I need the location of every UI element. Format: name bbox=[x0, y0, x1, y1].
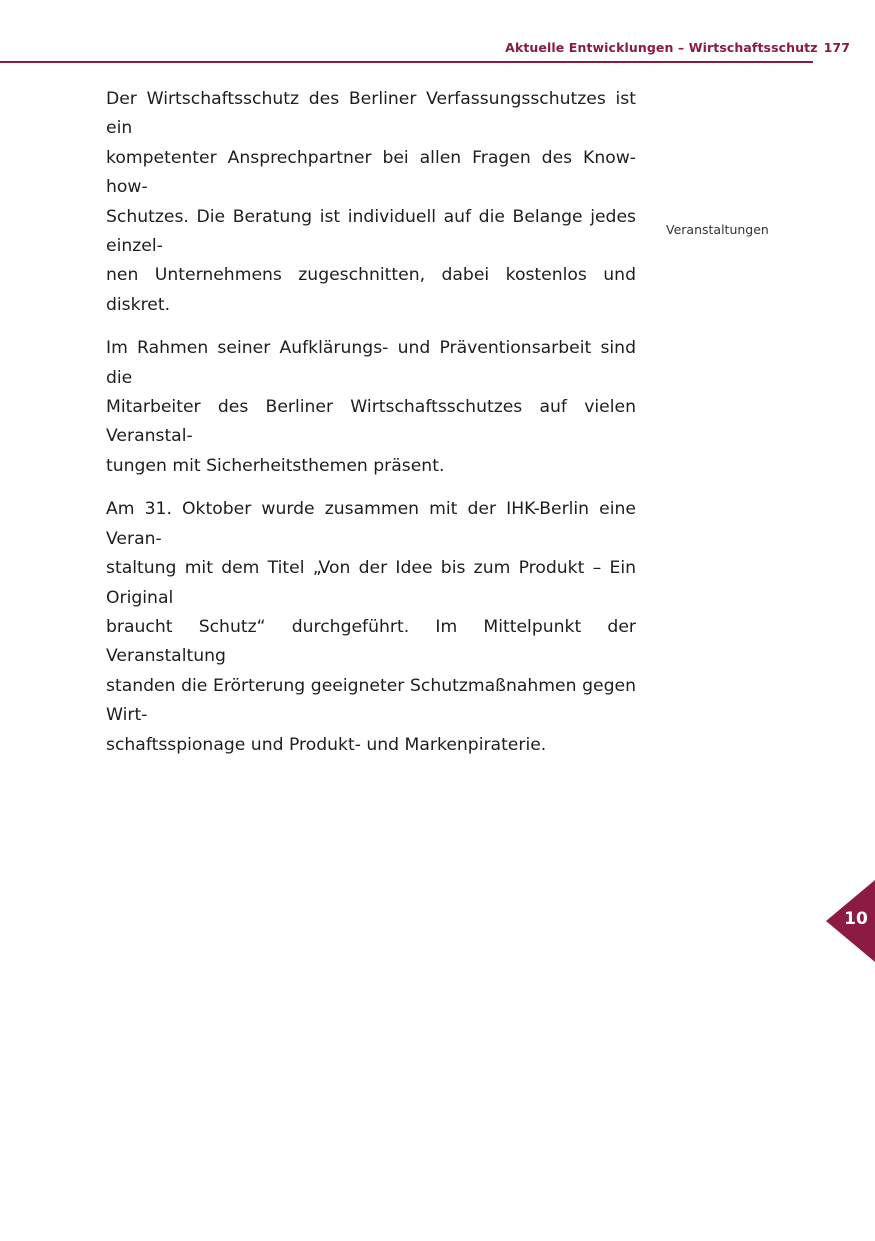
text-line: Mitarbeiter des Berliner Wirtschaftsschutzes auf vielen Veranstal- bbox=[106, 397, 636, 447]
text-line: staltung mit dem Titel „Von der Idee bis zum Produkt – Ein Original bbox=[106, 558, 636, 608]
text-line: Im Rahmen seiner Aufklärungs- und Präventionsarbeit sind die bbox=[106, 338, 636, 388]
text-line: Am 31. Oktober wurde zusammen mit der IHK-Berlin eine Veran- bbox=[106, 499, 636, 549]
header-rule bbox=[0, 61, 813, 63]
text-line: standen die Erörterung geeigneter Schutzmaßnahmen gegen Wirt- bbox=[106, 675, 636, 726]
text-line: nen Unternehmens zugeschnitten, dabei kostenlos und diskret. bbox=[106, 265, 636, 315]
text-line: Schutzes. Die Beratung ist individuell auf die Belange jedes einzel- bbox=[106, 206, 636, 257]
paragraph-know-how bbox=[106, 85, 636, 320]
chapter-number: 10 bbox=[844, 909, 868, 929]
text-line: Der Wirtschaftsschutz des Berliner Verfassungsschutzes ist ein bbox=[106, 89, 636, 139]
text-line: kompetenter Ansprechpartner bei allen Fragen des Know-how- bbox=[106, 147, 636, 198]
paragraph-events bbox=[106, 334, 636, 481]
text-line: tungen mit Sicherheitsthemen präsent. bbox=[106, 455, 445, 476]
body-text bbox=[106, 85, 636, 774]
paragraph-ihk-event bbox=[106, 495, 636, 760]
running-header bbox=[505, 40, 850, 55]
chapter-tab bbox=[826, 880, 875, 962]
text-line: braucht Schutz“ durchgeführt. Im Mittelpunkt der Veranstaltung bbox=[106, 616, 636, 667]
text-line: schaftsspionage und Produkt- und Markenpiraterie. bbox=[106, 734, 547, 755]
running-title: Aktuelle Entwicklungen – Wirtschaftsschutz bbox=[505, 40, 818, 55]
margin-note: Veranstaltungen bbox=[666, 222, 769, 237]
page-number: 177 bbox=[823, 40, 850, 55]
